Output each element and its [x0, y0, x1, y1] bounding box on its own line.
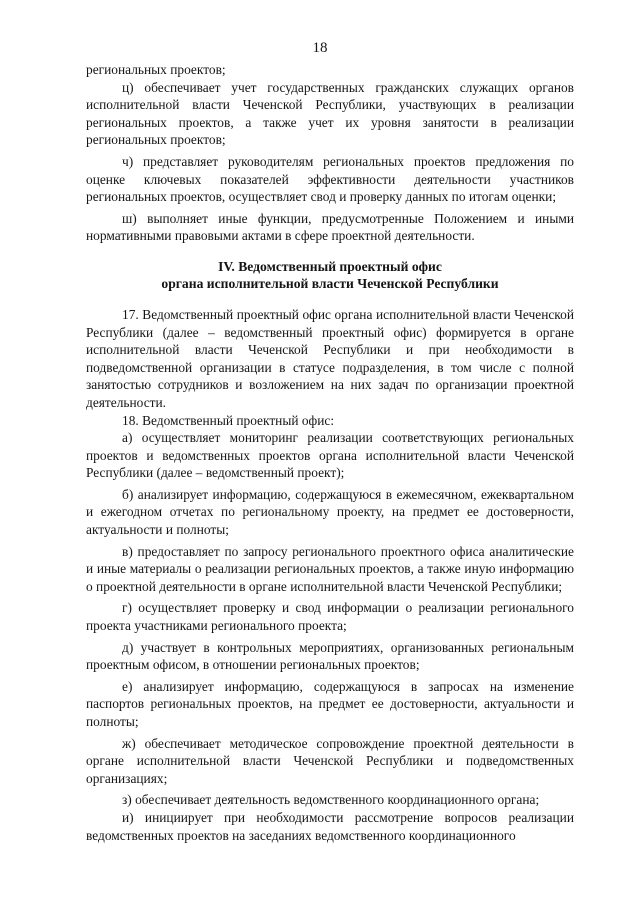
paragraph-item-d: д) участвует в контрольных мероприятиях, организованных региональным проектным офисом, в отношении региональных проектов; [86, 639, 574, 673]
paragraph-item-g: г) осуществляет проверку и свод информации о реализации регионального проекта участниками регионального проекта; [86, 600, 574, 634]
section-heading [86, 258, 574, 292]
paragraph-continuation: региональных проектов; [86, 62, 226, 77]
paragraph-item-e: е) анализирует информацию, содержащуюся в запросах на изменение паспортов региональных проектов, на предмет ее достоверности, актуальности и полноты; [86, 678, 574, 729]
paragraph-17: 17. Ведомственный проектный офис органа исполнительной власти Чеченской Республики (далее – ведомственный проектный офис) формируется в органе исполнительной власти Чеченской Республики и при необходимости в подведомственной организации в статусе подразделения, в том числе с полной занятостью сотрудников и возложением на них задач по организации проектной деятельности. [86, 306, 574, 410]
page-number: 18 [312, 40, 328, 56]
document-body [86, 61, 574, 844]
paragraph-item-ts: ц) обеспечивает учет государственных гражданских служащих органов исполнительной власти Чеченской Республики, участвующих в реализации региональных проектов, а также учет их уровня занятости в реализации региональных проектов; [86, 79, 574, 148]
section-heading-line-1: IV. Ведомственный проектный офис [218, 258, 442, 274]
paragraph-18: 18. Ведомственный проектный офис: [122, 412, 335, 428]
paragraph-item-zh: ж) обеспечивает методическое сопровождение проектной деятельности в органе исполнительной власти Чеченской Республики и подведомственных организациях; [86, 735, 574, 786]
paragraph-item-v: в) предоставляет по запросу регионального проектного офиса аналитические и иные материалы о реализации региональных проектов, а также иную информацию о проектной деятельности в органе исполнительной власти Чеченской Республики; [86, 543, 574, 594]
paragraph-item-b: б) анализирует информацию, содержащуюся в ежемесячном, ежеквартальном и ежегодном отчетах по региональному проекту, на предмет ее достоверности, актуальности и полноты; [86, 486, 574, 538]
section-heading-line-2: органа исполнительной власти Чеченской Республики [161, 275, 499, 291]
paragraph-item-sh: ш) выполняет иные функции, предусмотренные Положением и иными нормативными правовыми актами в сфере проектной деятельности. [86, 210, 574, 244]
paragraph-item-i: и) инициирует при необходимости рассмотрение вопросов реализации ведомственных проектов на заседаниях ведомственного координационного [86, 809, 574, 843]
paragraph-item-a: а) осуществляет мониторинг реализации соответствующих региональных проектов и ведомственных проектов органа исполнительной власти Чеченской Республики (далее – ведомственный проект); [86, 430, 574, 481]
paragraph-item-z: з) обеспечивает деятельность ведомственного координационного органа; [122, 792, 540, 808]
paragraph-item-ch: ч) представляет руководителям региональных проектов предложения по оценке ключевых показателей эффективности деятельности участников региональных проектов, осуществляет свод и проверку данных по итогам оценки; [86, 153, 574, 205]
